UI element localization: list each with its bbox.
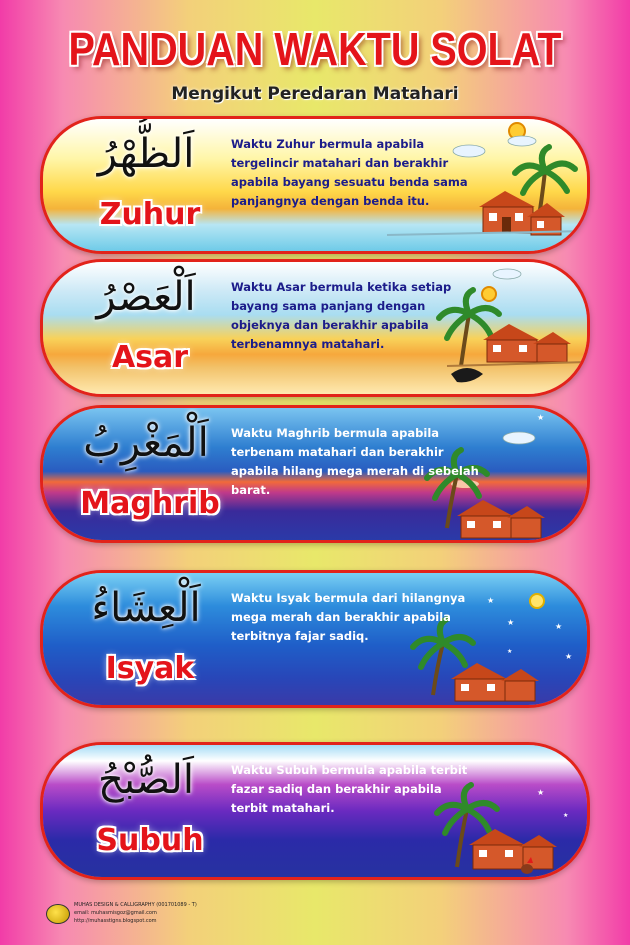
footer-website: http://muhasstigns.blogspot.com [74,918,157,924]
prayer-arabic-name: اَلْعِشَاءُ [91,585,201,631]
prayer-name: Maghrib [80,486,220,521]
page-title: PANDUAN WAKTU SOLAT [68,23,562,75]
prayer-description: Waktu Asar bermula ketika setiap bayang sama panjang dengan objeknya dan berakhir apabila terbenamnya matahari. [231,280,452,351]
svg-text:★: ★ [537,413,545,422]
svg-text:★: ★ [555,622,563,631]
svg-text:★: ★ [507,648,513,655]
prayer-card-asar [40,259,590,397]
prayer-card-subuh [40,742,590,880]
prayer-description: Waktu Isyak bermula dari hilangnya mega merah dan berakhir apabila terbitnya fajar sadiq. [231,591,466,643]
prayer-name: Asar [111,340,189,375]
footer-company: MUHAS DESIGN & CALLIGRAPHY (001701089 - T) [74,902,197,908]
svg-text:★: ★ [507,618,515,627]
prayer-arabic-name: اَلْمَغْرِبُ [83,420,209,466]
prayer-arabic-name: اَلظُّهْرُ [97,131,195,177]
prayer-card-isyak [40,570,590,708]
prayer-arabic-name: اَلصُّبْحُ [98,757,194,803]
svg-text:★: ★ [487,596,495,605]
prayer-name: Subuh [96,823,204,858]
prayer-description: Waktu Subuh bermula apabila terbit fazar sadiq dan berakhir apabila terbit matahari. [231,763,468,815]
svg-text:★: ★ [563,812,569,819]
prayer-description: Waktu Zuhur bermula apabila tergelincir matahari dan berakhir apabila bayang sesuatu benda sama panjangnya dengan benda itu. [231,137,468,208]
svg-text:★: ★ [537,788,545,797]
footer-credits [46,902,346,936]
prayer-card-zuhur [40,116,590,254]
prayer-card-maghrib [40,405,590,543]
prayer-description: Waktu Maghrib bermula apabila terbenam matahari dan berakhir apabila hilang mega merah di sebelah barat. [231,426,479,497]
publisher-logo-icon [46,904,70,924]
prayer-name: Isyak [105,651,195,686]
footer-email: email: muhasmisgoz@gmail.com [74,910,157,916]
prayer-arabic-name: اَلْعَصْرُ [96,274,196,320]
page-subtitle: Mengikut Peredaran Matahari [171,84,459,104]
svg-text:★: ★ [565,652,573,661]
prayer-name: Zuhur [99,197,201,232]
